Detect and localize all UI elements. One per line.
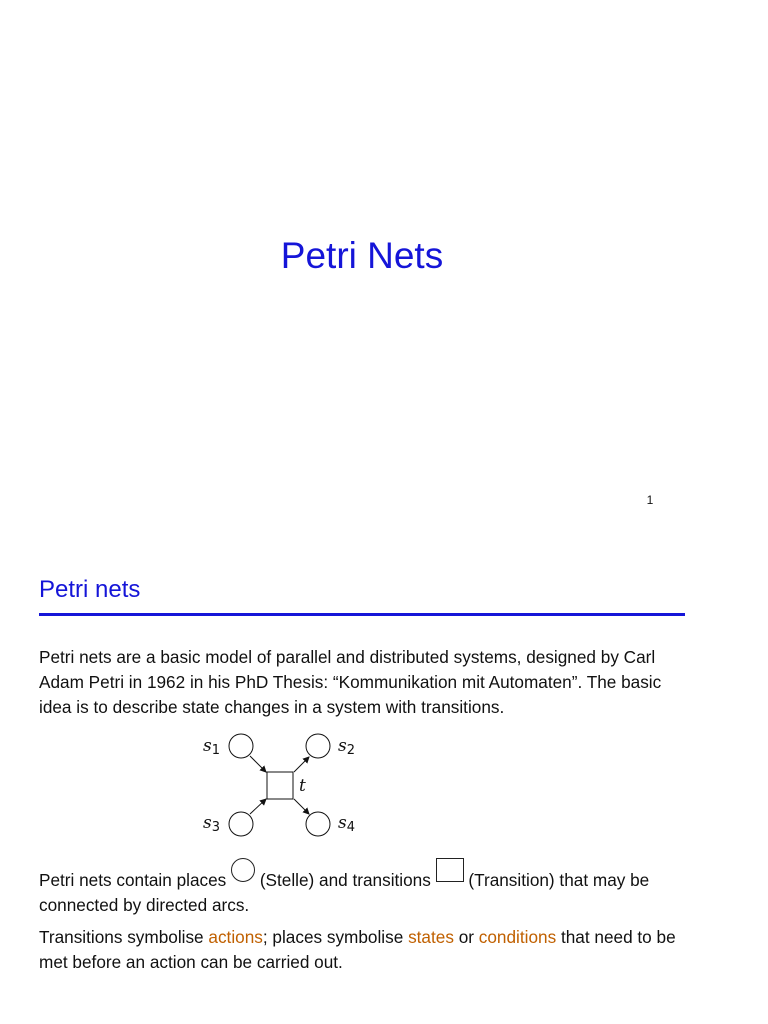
symbolise-paragraph [39, 925, 689, 975]
label-s2: s2 [338, 736, 356, 758]
intro-paragraph: Petri nets are a basic model of parallel and distributed systems, designed by Carl Adam Petri in 1962 in his PhD Thesis: “Kommunikation mit Automaten”. The basic idea is to describe state changes in a system with transitions. [39, 647, 662, 717]
places-text-3: (Transition) that may be connected by directed arcs. [39, 870, 650, 915]
symbolise-text-1: Transitions symbolise [39, 927, 209, 947]
label-s4: s4 [338, 813, 356, 835]
term-states: states [408, 927, 454, 947]
places-text-2: (Stelle) and transitions [255, 870, 436, 890]
section-title: Petri nets [39, 576, 141, 603]
term-conditions: conditions [478, 927, 557, 947]
term-actions: actions [208, 927, 263, 947]
label-t: t [299, 776, 306, 796]
place-s1 [229, 734, 253, 758]
arc-s1-t [250, 756, 266, 772]
places-paragraph [39, 858, 689, 918]
symbolise-text-4: that need to be met before an action can be carried out. [39, 927, 676, 972]
transition-t [267, 772, 293, 799]
arc-t-s4 [294, 799, 309, 814]
title-underline [39, 613, 685, 616]
label-s1: s1 [203, 736, 221, 758]
slide-title: Petri Nets [280, 235, 444, 276]
places-text-1: Petri nets contain places [39, 870, 232, 890]
page-number: 1 [646, 493, 654, 507]
arc-t-s2 [294, 757, 309, 772]
symbolise-text-2: ; places symbolise [262, 927, 409, 947]
arc-s3-t [250, 799, 266, 814]
symbolise-text-3: or [453, 927, 479, 947]
transition-symbol-icon [436, 858, 464, 882]
petri-net-diagram [195, 728, 375, 846]
place-s3 [229, 812, 253, 836]
place-symbol-icon [231, 858, 255, 882]
place-s4 [306, 812, 330, 836]
label-s3: s3 [203, 813, 221, 835]
place-s2 [306, 734, 330, 758]
